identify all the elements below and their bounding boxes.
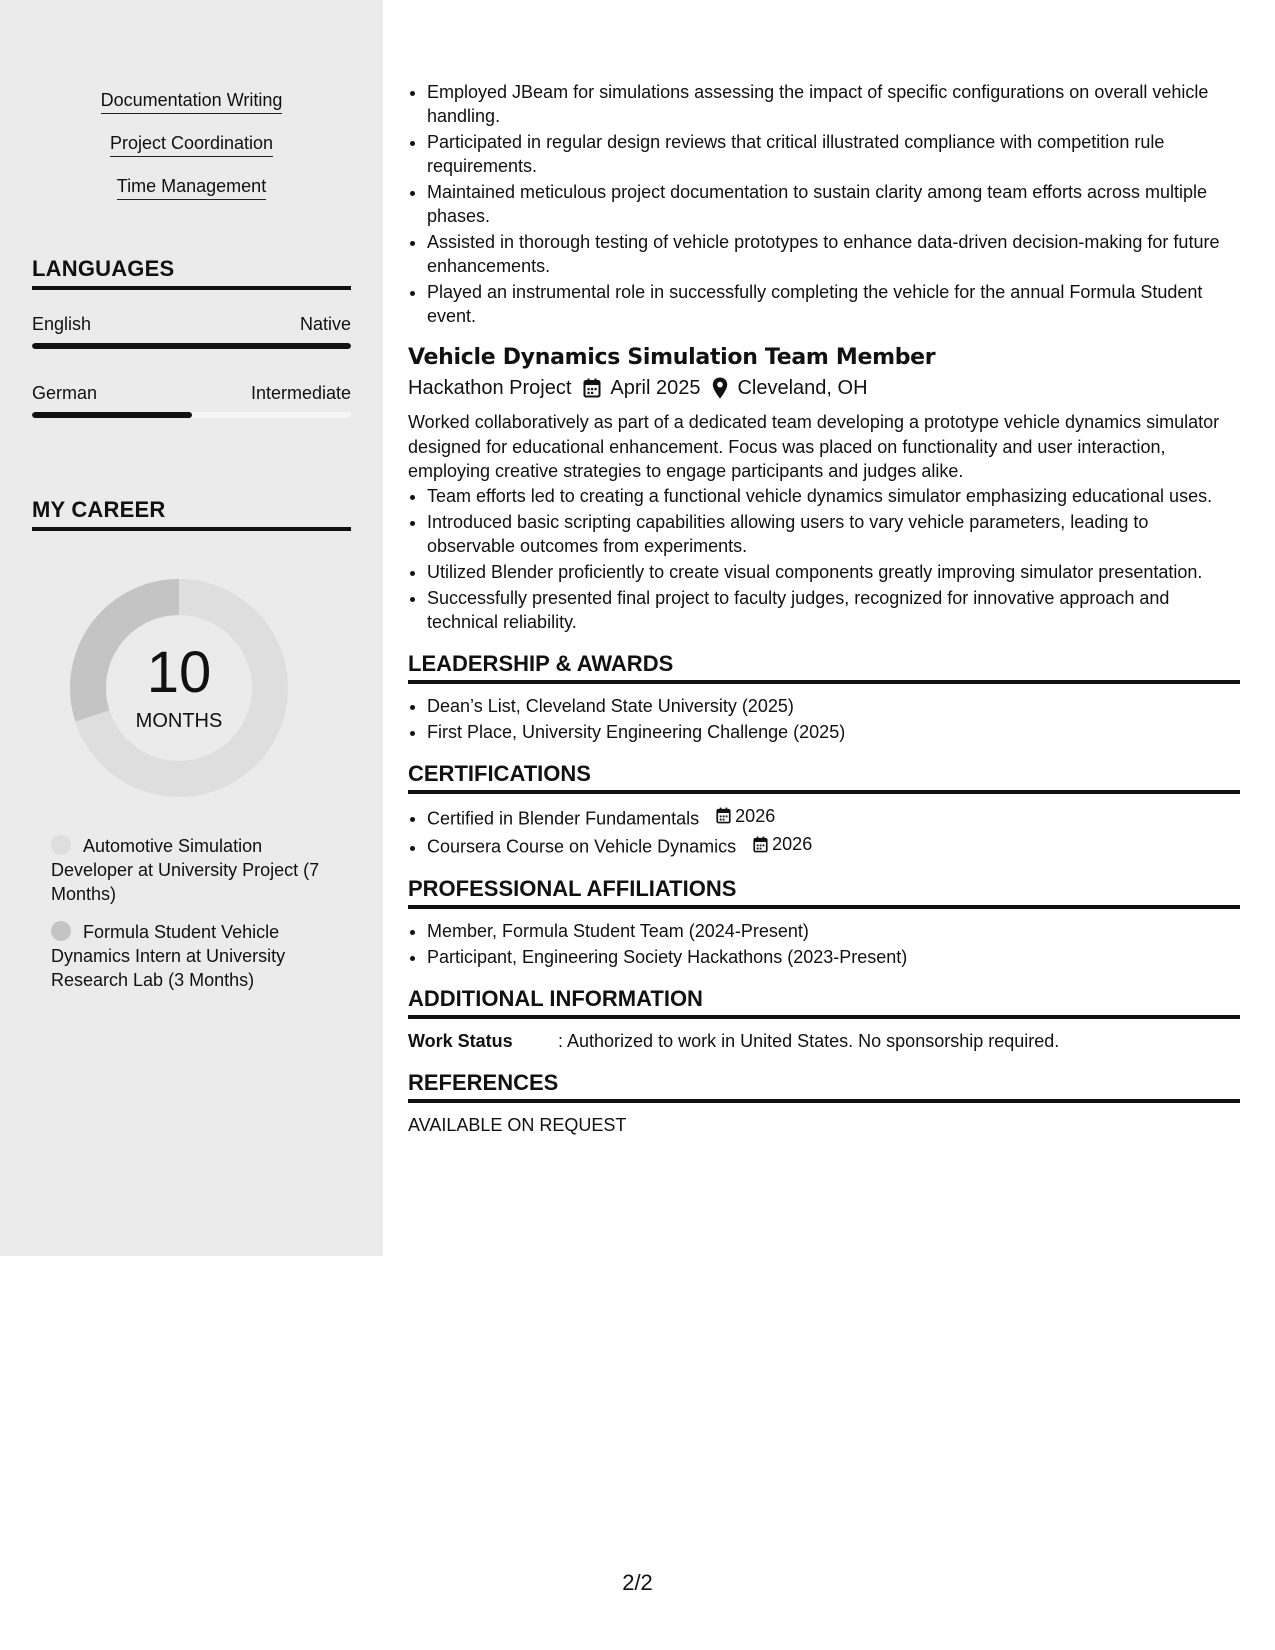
language-row	[32, 314, 351, 335]
legend-dot-icon	[51, 921, 71, 941]
skills-list	[32, 88, 351, 217]
affiliation-item: • Member, Formula Student Team (2024-Present)	[427, 919, 1240, 943]
affiliations-heading: PROFESSIONAL AFFILIATIONS	[408, 875, 1240, 909]
language-level: Intermediate	[250, 383, 351, 403]
bullet-item: • Successfully presented final project to faculty judges, recognized for innovative approach and technical reliability.	[427, 586, 1240, 634]
job-description: Worked collaboratively as part of a dedicated team developing a prototype vehicle dynamics simulator designed for educational enhancement. Focus was placed on functionality and user interaction, employing creative strategies to engage participants and judges alike.	[408, 412, 1220, 481]
calendar-icon	[583, 378, 601, 398]
location-pin-icon	[712, 377, 728, 399]
language-name: English	[32, 314, 92, 334]
language-level: Native	[299, 314, 351, 334]
job-date: April 2025	[610, 377, 701, 399]
certification-item	[427, 804, 1240, 831]
language-bar-fill	[32, 412, 192, 418]
language-bar-fill	[32, 343, 351, 349]
job-meta	[408, 374, 1240, 402]
award-item: • First Place, University Engineering Challenge (2025)	[427, 720, 1240, 744]
experience-bullets	[408, 80, 1240, 328]
affiliation-item: • Participant, Engineering Society Hackathons (2023-Present)	[427, 945, 1240, 969]
job-organization: Hackathon Project	[408, 377, 572, 399]
language-row	[32, 383, 351, 404]
legend-dot-icon	[51, 835, 71, 855]
leadership-heading: LEADERSHIP & AWARDS	[408, 650, 1240, 684]
bullet-item: • Team efforts led to creating a functional vehicle dynamics simulator emphasizing educational uses.	[427, 484, 1240, 508]
work-status-value: : Authorized to work in United States. No sponsorship required.	[558, 1030, 1060, 1051]
bullet-item: • Participated in regular design reviews that critical illustrated compliance with competition rule requirements.	[427, 130, 1240, 178]
bullet-item: • Played an instrumental role in successfully completing the vehicle for the annual Formula Student event.	[427, 280, 1240, 328]
career-heading: MY CAREER	[32, 497, 351, 531]
bullet-item: • Employed JBeam for simulations assessing the impact of specific configurations on overall vehicle handling.	[427, 80, 1240, 128]
bullet-item: • Assisted in thorough testing of vehicle prototypes to enhance data-driven decision-making for future enhancements.	[427, 230, 1240, 278]
references-text: AVAILABLE ON REQUEST	[408, 1114, 627, 1135]
certifications-list	[408, 804, 1240, 859]
job-bullets	[408, 484, 1240, 634]
languages-heading: LANGUAGES	[32, 256, 351, 290]
career-item	[51, 834, 321, 906]
additional-info-heading: ADDITIONAL INFORMATION	[408, 985, 1240, 1019]
skill-item: Documentation Writing	[101, 88, 283, 114]
career-total-value: 10	[146, 640, 212, 705]
leadership-list	[408, 694, 1240, 744]
page-number: 2/2	[622, 1570, 653, 1595]
skill-item: Time Management	[117, 174, 266, 200]
job-location: Cleveland, OH	[737, 377, 868, 399]
skill-item: Project Coordination	[110, 131, 273, 157]
bullet-item: • Maintained meticulous project documentation to sustain clarity among team efforts across multiple phases.	[427, 180, 1240, 228]
main-content	[408, 80, 1240, 1137]
work-status-label: Work Status	[408, 1030, 513, 1051]
affiliations-list	[408, 919, 1240, 969]
language-bar	[32, 343, 351, 349]
work-status-row	[408, 1029, 1240, 1053]
career-total-unit: MONTHS	[135, 710, 223, 732]
bullet-item: • Utilized Blender proficiently to create visual components greatly improving simulator presentation.	[427, 560, 1240, 584]
bullet-item: • Introduced basic scripting capabilities allowing users to vary vehicle parameters, leading to observable outcomes from experiments.	[427, 510, 1240, 558]
language-bar	[32, 412, 351, 418]
career-item-label: Formula Student Vehicle Dynamics Intern at University Research Lab (3 Months)	[51, 922, 286, 990]
career-item-label: Automotive Simulation Developer at University Project (7 Months)	[51, 836, 320, 904]
certification-name: Certified in Blender Fundamentals	[427, 808, 700, 828]
certification-item	[427, 832, 1240, 859]
certifications-heading: CERTIFICATIONS	[408, 760, 1240, 794]
award-item: • Dean’s List, Cleveland State University (2025)	[427, 694, 1240, 718]
job-title: Vehicle Dynamics Simulation Team Member	[408, 345, 936, 370]
certification-year: 2026	[772, 834, 813, 854]
career-item	[51, 920, 321, 992]
language-name: German	[32, 383, 98, 403]
calendar-icon	[716, 807, 731, 824]
references-heading: REFERENCES	[408, 1069, 1240, 1103]
sidebar	[0, 0, 383, 1256]
certification-name: Coursera Course on Vehicle Dynamics	[427, 836, 737, 857]
certification-year: 2026	[735, 805, 776, 826]
calendar-icon	[753, 836, 768, 853]
